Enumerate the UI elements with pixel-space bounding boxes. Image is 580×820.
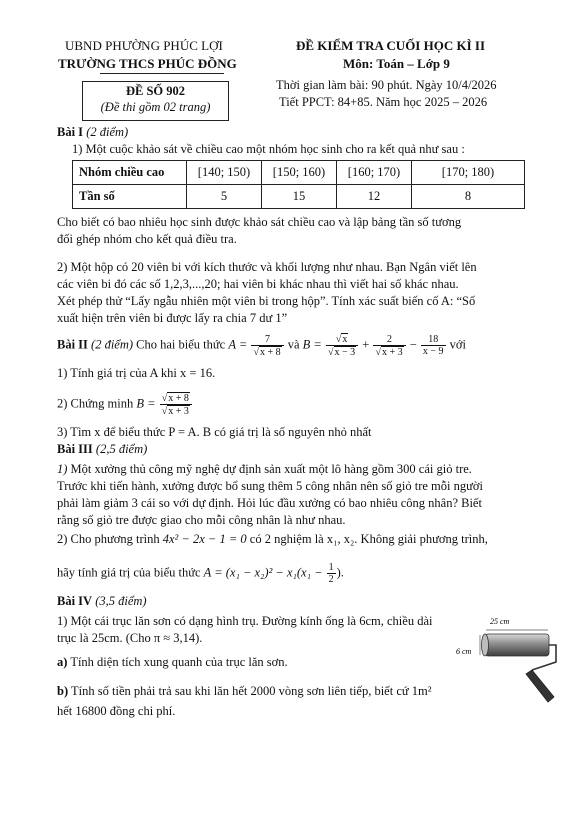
table-cell: [160; 170) <box>337 161 412 185</box>
exam-code-box <box>82 81 229 121</box>
section-1-heading: Bài I (2 điểm) <box>57 125 129 139</box>
fraction-A: $\frac{7}{√x + 8}$ <box>251 334 283 358</box>
pages-note: (Đề thi gồm 02 trang) <box>100 100 211 114</box>
org-name: UBND PHƯỜNG PHÚC LỢI <box>65 38 223 53</box>
roller-handle <box>526 670 554 702</box>
paint-roller-figure <box>452 604 567 714</box>
frequency-table <box>72 160 525 209</box>
table-cell: 8 <box>412 185 525 209</box>
section-4-heading: Bài IV (3,5 điểm) <box>57 594 147 608</box>
table-cell: [140; 150) <box>187 161 262 185</box>
exam-period: Tiết PPCT: 84+85. Năm học 2025 – 2026 <box>279 95 488 109</box>
section-3-heading: Bài III (2,5 điểm) <box>57 442 148 456</box>
section-4-q1-line2: trục là 25cm. (Cho π ≈ 3,14). <box>57 631 203 645</box>
section-1-q2-line2: các viên bi đó các số 1,2,3,...,20; hai viên bi khác nhau thì viết hai số khác nhau. <box>57 277 459 291</box>
fraction-B-term3: $\frac{18}{x - 9}$ <box>422 334 444 357</box>
fraction-proof: $\frac{√x + 8}{√x + 3}$ <box>160 392 192 417</box>
section-4-q1-line1: 1) Một cái trục lăn sơn có dạng hình trụ. Đường kính ống là 6cm, chiều dài <box>57 614 433 628</box>
section-3-q1-line2: Trước khi tiến hành, xưởng được bổ sung thêm 5 công nhân nên số giỏ tre mỗi người <box>57 479 483 493</box>
section-4-qb-line1: b) Tính số tiền phải trả sau khi lăn hết 2000 vòng sơn liên tiếp, biết cứ 1m² <box>57 684 432 698</box>
roller-cylinder <box>485 634 549 656</box>
section-1-q2-line1: 2) Một hộp có 20 viên bi với kích thước và khối lượng như nhau. Bạn Ngân viết lên <box>57 260 477 274</box>
table-cell: 15 <box>262 185 337 209</box>
roller-diameter-label: 6 cm <box>456 647 472 656</box>
school-underline <box>100 73 224 74</box>
section-2-q3: 3) Tìm x để biểu thức P = A. B có giá trị là số nguyên nhỏ nhất <box>57 425 372 439</box>
table-row-head: Tần số <box>73 185 187 209</box>
exam-time: Thời gian làm bài: 90 phút. Ngày 10/4/2026 <box>276 78 497 92</box>
section-1-q2-line3: Xét phép thử “Lấy ngẫu nhiên một viên bi trong hộp”. Tính xác suất biến cố A: “Số <box>57 294 476 308</box>
table-row <box>73 185 525 209</box>
section-2-q2: 2) Chứng minh B = $\frac{√x + 8}{√x + 3}$ <box>57 392 193 417</box>
section-2-q1: 1) Tính giá trị của A khi x = 16. <box>57 366 216 380</box>
table-cell: 12 <box>337 185 412 209</box>
section-1-q1: 1) Một cuộc khảo sát về chiều cao một nhóm học sinh cho ra kết quả như sau : <box>72 142 465 156</box>
table-row-head: Nhóm chiều cao <box>73 161 187 185</box>
table-cell: 5 <box>187 185 262 209</box>
fraction-half: $\frac{1}{2}$ <box>328 562 334 585</box>
section-4-qb-line2: hết 16800 đồng chi phí. <box>57 704 176 718</box>
table-cell: [150; 160) <box>262 161 337 185</box>
section-3-q1-line1: 1) Một xưởng thủ công mỹ nghệ dự định sản xuất một lô hàng gồm 300 cái giỏ tre. <box>57 462 472 476</box>
section-3-q1-line3: phải làm giảm 3 cái so với dự định. Hỏi lúc đầu xưởng có bao nhiêu công nhân? Biết <box>57 496 482 510</box>
school-name: TRƯỜNG THCS PHÚC ĐỒNG <box>58 56 237 71</box>
table-row <box>73 161 525 185</box>
roller-end-cap <box>482 634 489 656</box>
roller-length-label: 25 cm <box>490 617 510 626</box>
exam-code: ĐỀ SỐ 902 <box>125 84 186 98</box>
section-2-heading: Bài II (2 điểm) Cho hai biểu thức A = $\frac{7}{√x + 8}$ và B = $\frac{√x}{√x - 3}$ + $\frac{2}{√x + 3}$ − $\frac{18}{x - 9}$ với <box>57 333 467 358</box>
fraction-B-term1: $\frac{√x}{√x - 3}$ <box>326 333 358 358</box>
fraction-B-term2: $\frac{2}{√x + 3}$ <box>373 334 405 358</box>
exam-title: ĐỀ KIỂM TRA CUỐI HỌC KÌ II <box>296 38 486 53</box>
section-3-q2-line1: 2) Cho phương trình 4x² − 2x − 1 = 0 có 2 nghiệm là x₁, x₂. Không giải phương trình, <box>57 532 488 546</box>
section-1-q1-ask-line1: Cho biết có bao nhiêu học sinh được khảo sát chiều cao và lập bảng tần số tương <box>57 215 462 229</box>
section-1-q2-line4: xuất hiện trên viên bi được lấy ra chia 7 dư 1” <box>57 311 288 325</box>
section-3-q2-line2: hãy tính giá trị của biểu thức A = (x₁ − x₂)² − x₁(x₁ − $\frac{1}{2}$ ). <box>57 562 344 585</box>
section-4-qa: a) Tính diện tích xung quanh của trục lăn sơn. <box>57 655 288 669</box>
section-3-q1-line4: rằng số giỏ tre được giao cho mỗi công nhân là như nhau. <box>57 513 346 527</box>
table-cell: [170; 180) <box>412 161 525 185</box>
exam-subject: Môn: Toán – Lớp 9 <box>343 56 450 71</box>
section-1-q1-ask-line2: đối ghép nhóm cho kết quả điều tra. <box>57 232 237 246</box>
